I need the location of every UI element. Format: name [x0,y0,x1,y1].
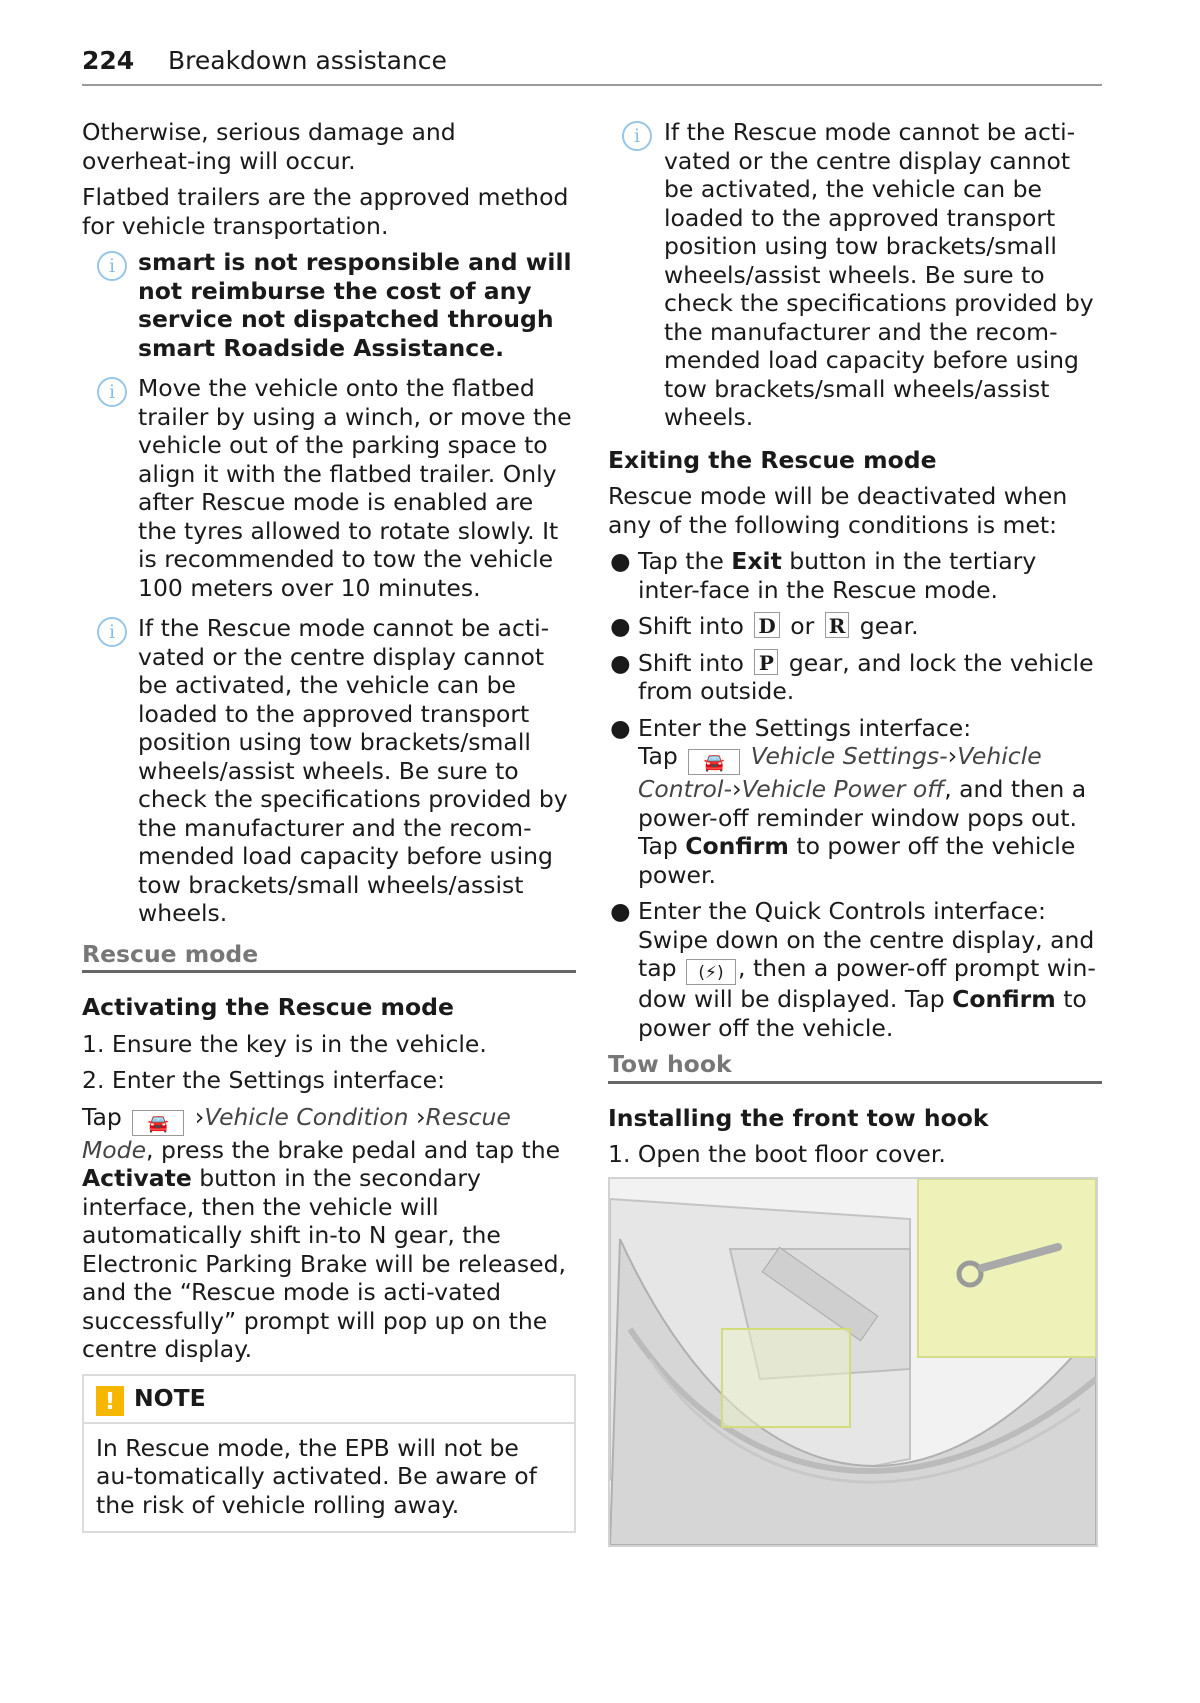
menu-path-vehicle-condition: Vehicle Condition [204,1102,409,1131]
list-item [608,897,1102,1042]
step-1: 1. Ensure the key is in the vehicle. [82,1029,487,1058]
text: , and then a power-off reminder window pops out. Tap [638,775,1087,860]
info-text: If the Rescue mode cannot be acti-vated or the centre display cannot be activated, the vehicle can be loaded to the approved transport position using tow brackets/small wheels/assist wheels. Be sure to check the specifications provided by the manufacturer and the recom-mended load capacity before using tow brackets/small wheels/assist wheels. [664,118,1094,431]
info-icon: i [97,251,127,281]
right-column [608,118,1102,1547]
note-label: NOTE [134,1383,206,1412]
bullet-icon: ● [610,648,631,677]
tap-text: Tap [82,1102,122,1131]
boot-illustration-svg [610,1179,1096,1545]
menu-path-rescue-mode: Rescue Mode [82,1102,511,1164]
step-2: 2. Enter the Settings interface: [82,1066,446,1094]
activation-instructions [82,1103,576,1364]
paragraph-overheating: Otherwise, serious damage and overheat-ing will occur. [82,118,456,175]
page-header [82,44,1102,86]
tap-text: Tap [638,742,678,770]
settings-path [638,742,1102,889]
gear-p-icon: P [754,649,778,675]
info-note-tow-brackets [82,614,576,928]
gear-r-icon: R [825,612,850,638]
text: Shift into [638,648,752,677]
list-item [608,714,1102,890]
text: Enter the Quick Controls interface: Swipe down on the centre display, and tap [638,897,1095,982]
text: , then a power-off prompt win-dow will be displayed. Tap [638,954,1096,1013]
car-settings-icon: 🚘 [688,749,740,775]
text: button in the tertiary inter-face in the Rescue mode. [638,547,1037,604]
subheading-installing: Installing the front tow hook [608,1103,989,1132]
text: Shift into [638,612,752,640]
tow-hook-inset [918,1179,1096,1357]
bullet-icon: ● [610,547,631,575]
boot-floor-illustration [608,1177,1098,1547]
list-item [608,547,1102,604]
text: to power off the vehicle. [638,985,1087,1042]
info-note-reimburse [82,248,576,362]
note-header [84,1376,574,1424]
bullet-icon: ● [610,713,631,742]
chevron-right-icon: › [194,1102,205,1131]
list-item [608,649,1102,706]
gear-d-icon: D [754,612,779,638]
section-heading-rescue-mode: Rescue mode [82,940,576,974]
list-item [608,612,1102,641]
instruction-text: button in the secondary interface, then the vehicle will automatically shift in-to N gear, the Electronic Parking Brake will be released, and the “Rescue mode is acti-vated successfully” prompt will pop up on the centre display. [82,1164,566,1363]
menu-path-vehicle-settings: Vehicle Settings- [750,742,948,770]
info-icon: i [97,377,127,407]
menu-path-vehicle-power-off: Vehicle Power off [741,775,945,803]
confirm-label: Confirm [952,985,1056,1013]
section-heading-tow-hook: Tow hook [608,1050,1102,1084]
text: gear. [852,612,919,640]
paragraph-flatbed: Flatbed trailers are the approved method for vehicle transportation. [82,183,569,240]
info-note-winch [82,374,576,602]
text: Enter the Settings interface: [638,713,972,742]
text: Tap the [638,547,732,575]
highlight-box [722,1329,850,1427]
note-text: In Rescue mode, the EPB will not be au-tomatically activated. Be aware of the risk of vehicle rolling away. [96,1433,537,1519]
power-off-icon: (⚡) [686,959,736,985]
exit-conditions-list [608,547,1102,1042]
car-settings-icon: 🚘 [132,1110,184,1136]
text: or [782,612,822,640]
activate-label: Activate [82,1164,192,1192]
exit-label: Exit [731,547,782,575]
chapter-title: Breakdown assistance [168,46,447,75]
chevron-right-icon: › [415,1102,426,1131]
instruction-text: , press the brake pedal and tap the [146,1135,561,1164]
note-box [82,1374,576,1534]
info-note-tow-brackets [608,118,1102,432]
bullet-icon: ● [610,897,631,925]
chevron-right-icon: › [731,775,742,803]
confirm-label: Confirm [685,832,789,860]
info-text: smart is not responsible and will not reimburse the cost of any service not dispatched through smart Roadside Assistance. [138,248,572,362]
info-icon: i [622,121,652,151]
info-text: Move the vehicle onto the flatbed trailer by using a winch, or move the vehicle out of the parking space to align it with the flatbed trailer. Only after Rescue mode is enabled are the tyres allowed to rotate slowly. It is recommended to tow the vehicle 100 meters over 10 minutes. [138,374,572,602]
info-text: If the Rescue mode cannot be acti-vated or the centre display cannot be activated, the vehicle can be loaded to the approved transport position using tow brackets/small wheels/assist wheels. Be sure to check the specifications provided by the manufacturer and the recom-mended load capacity before using tow brackets/small wheels/assist wheels. [138,614,568,927]
subheading-exiting: Exiting the Rescue mode [608,445,937,474]
left-column [82,118,576,1533]
subheading-activating: Activating the Rescue mode [82,993,454,1021]
info-icon: i [97,617,127,647]
text: gear, and lock the vehicle from outside. [638,648,1094,705]
text: to power off the vehicle power. [638,832,1076,889]
step-1: 1. Open the boot floor cover. [608,1140,946,1168]
warning-icon: ! [96,1386,124,1416]
page-number: 224 [82,46,135,75]
bullet-icon: ● [610,612,631,640]
paragraph-exit-intro: Rescue mode will be deactivated when any of the following conditions is met: [608,482,1068,539]
menu-path-vehicle-control: Vehicle Control- [638,742,1042,803]
chevron-right-icon: › [947,742,958,770]
